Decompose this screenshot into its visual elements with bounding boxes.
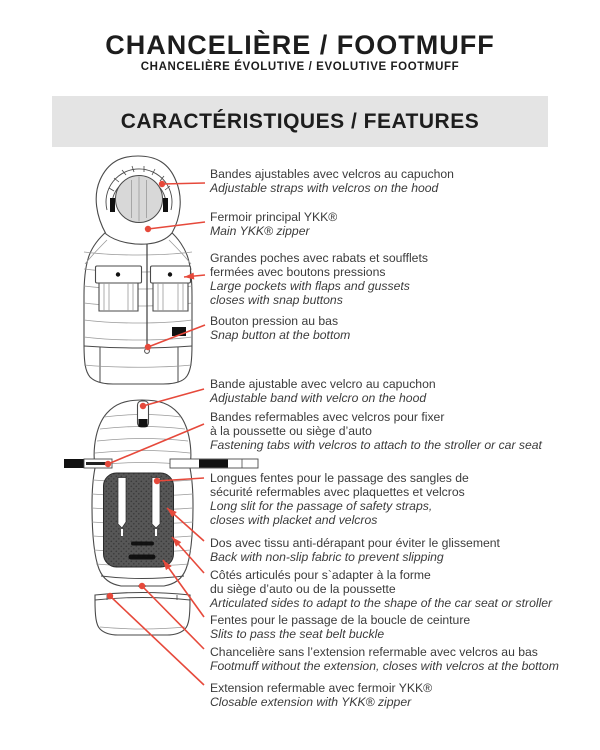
annotation-text-en: Fastening tabs with velcros to attach to the stroller or car seat [210, 438, 542, 452]
annotation-text-en: Snap button at the bottom [210, 328, 351, 342]
annotation-text-fr: Extension refermable avec fermoir YKK® [210, 681, 433, 695]
annotation-text-en: closes with snap buttons [210, 293, 343, 307]
safety-strap-slot-right [152, 478, 160, 529]
annotation-text-fr: Bande ajustable avec velcro au capuchon [210, 377, 436, 391]
annotation-main-zipper [210, 210, 595, 238]
front-pocket-right [151, 266, 191, 311]
annotation-text-en: Closable extension with YKK® zipper [210, 695, 412, 709]
safety-strap-slot-left [118, 478, 126, 529]
annotation-belt-buckle-slits [210, 613, 595, 641]
annotation-text-en: Articulated sides to adapt to the shape of the car seat or stroller [210, 596, 553, 610]
annotation-non-slip-back [210, 536, 595, 564]
annotation-text-fr: Fermoir principal YKK® [210, 210, 338, 224]
page-title: CHANCELIÈRE / FOOTMUFF [105, 30, 495, 60]
annotation-hood-velcro-band [210, 377, 595, 405]
annotation-text-fr: du siège d’auto ou de la poussette [210, 582, 396, 596]
annotation-text-fr: fermées avec boutons pressions [210, 265, 386, 279]
annotation-text-en: Adjustable band with velcro on the hood [210, 391, 427, 405]
annotation-bottom-snap [210, 314, 595, 342]
features-banner-label: CARACTÉRISTIQUES / FEATURES [120, 109, 480, 133]
annotation-fastening-tabs [210, 410, 595, 452]
annotation-text-en: Main YKK® zipper [210, 224, 310, 238]
annotation-text-fr: Grandes poches avec rabats et soufflets [210, 251, 428, 265]
annotation-text-en: Long slit for the passage of safety straps, [210, 499, 433, 513]
annotation-text-fr: Côtés articulés pour s`adapter à la forme [210, 568, 431, 582]
annotation-text-fr: sécurité refermables avec plaquettes et velcros [210, 485, 465, 499]
front-hood [96, 156, 180, 244]
annotation-footmuff-without-extension [210, 645, 595, 673]
annotation-text-fr: Longues fentes pour le passage des sangles de [210, 471, 469, 485]
annotation-text-en: Slits to pass the seat belt buckle [210, 627, 385, 641]
annotation-text-fr: Fentes pour le passage de la boucle de ceinture [210, 613, 471, 627]
hood-strap-tab-left [110, 198, 115, 212]
front-view-illustration [84, 156, 192, 384]
annotation-text-fr: Bandes refermables avec velcros pour fixer [210, 410, 445, 424]
annotation-text-en: Footmuff without the extension, closes with velcros at the bottom [210, 659, 559, 673]
annotation-text-fr: Bouton pression au bas [210, 314, 339, 328]
hood-strap-tab-right [163, 198, 168, 212]
front-pocket-left [96, 266, 142, 311]
strap-right [170, 459, 258, 468]
annotation-text-fr: Chancelière sans l’extension refermable avec velcros au bas [210, 645, 538, 659]
annotation-text-fr: Dos avec tissu anti-dérapant pour éviter le glissement [210, 536, 500, 550]
annotation-text-en: Large pockets with flaps and gussets [210, 279, 410, 293]
annotation-text-en: closes with placket and velcros [210, 513, 378, 527]
belt-buckle-slit-top [131, 542, 154, 546]
annotation-closable-extension [210, 681, 595, 709]
annotation-text-fr: Bandes ajustables avec velcros au capuchon [210, 167, 454, 181]
annotation-safety-strap-slits [210, 471, 595, 527]
annotation-articulated-sides [210, 568, 595, 610]
strap-left [64, 459, 112, 468]
anti-slip-panel [104, 473, 174, 567]
annotation-text-fr: à la poussette ou siège d’auto [210, 424, 372, 438]
annotation-text-en: Adjustable straps with velcros on the hood [210, 181, 439, 195]
annotation-pockets [210, 251, 595, 307]
page-subtitle: CHANCELIÈRE ÉVOLUTIVE / EVOLUTIVE FOOTMUFF [140, 61, 460, 73]
belt-buckle-slit-bottom [129, 555, 156, 560]
annotation-text-en: Back with non-slip fabric to prevent slipping [210, 550, 444, 564]
annotation-hood-straps [210, 167, 595, 195]
